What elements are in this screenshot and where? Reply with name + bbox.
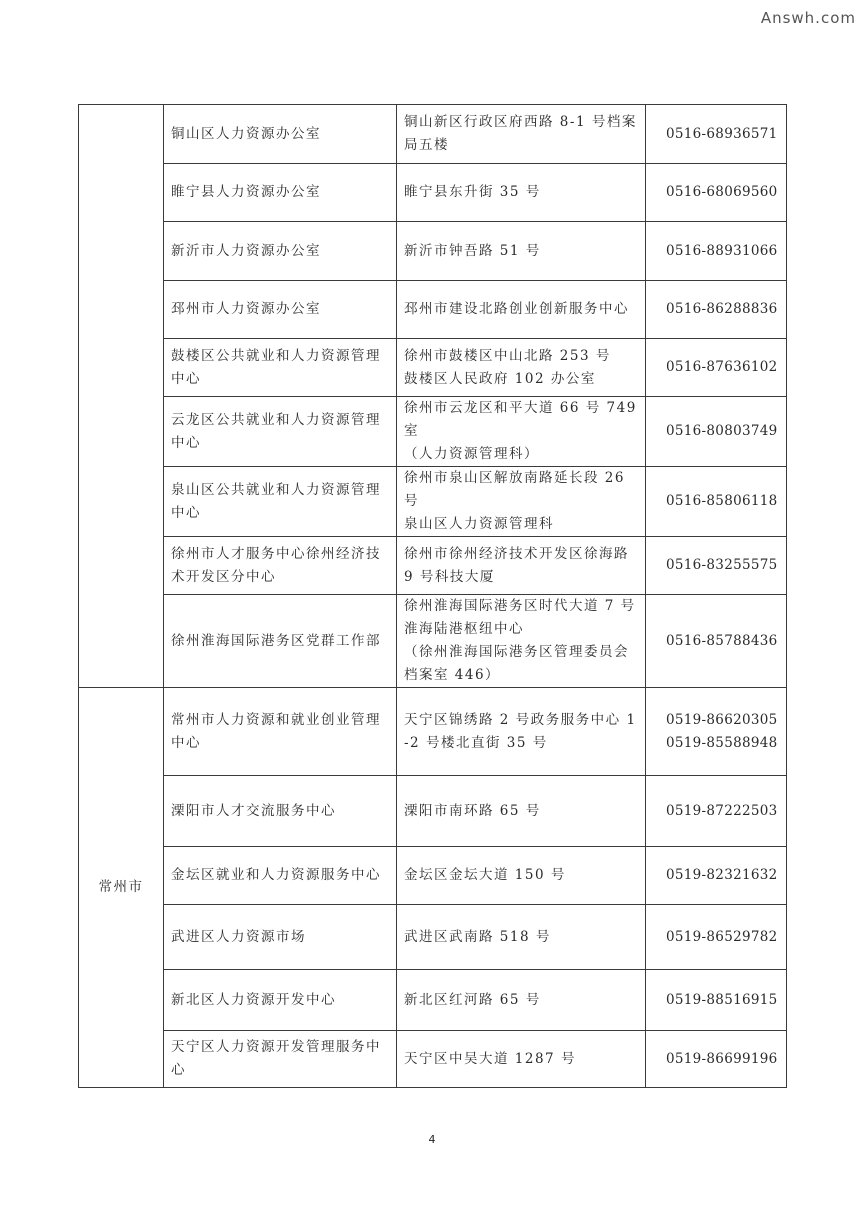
address-cell [397,847,646,905]
table-row [79,688,787,776]
organization-cell: 徐州市人才服务中心徐州经济技术开发区分中心 [164,537,397,595]
table-row [79,281,787,339]
table-row [79,339,787,397]
address-line: 徐州淮海国际港务区时代大道 7 号 [404,598,636,614]
table-row [79,222,787,281]
table-row [79,970,787,1031]
address-cell [397,537,646,595]
phone-cell [646,847,787,905]
address-line: 徐州市鼓楼区中山北路 253 号 [404,347,611,364]
phone-cell [646,105,787,164]
agency-contact-table [78,104,787,1088]
address-line: 武进区武南路 518 号 [404,928,551,945]
phone-number: 0519-86699196 [666,1050,778,1067]
address-cell [397,467,646,537]
address-line: 天宁区锦绣路 2 号政务服务中心 1-2 号楼北直街 35 号 [404,711,637,751]
phone-cell [646,281,787,339]
phone-number: 0516-83255575 [666,557,778,573]
table-row [79,847,787,905]
address-line: 铜山新区行政区府西路 8-1 号档案局五楼 [404,114,637,153]
phone-cell [646,467,787,537]
phone-cell [646,776,787,847]
phone-number: 0519-85588948 [666,734,778,751]
phone-cell [646,537,787,595]
phone-number: 0519-87222503 [666,802,778,819]
table-row [79,537,787,595]
table-row [79,105,787,164]
phone-cell [646,397,787,467]
phone-number: 0519-86529782 [666,928,778,945]
address-line: 邳州市建设北路创业创新服务中心 [404,301,629,317]
phone-number: 0516-86288836 [666,301,778,317]
address-line: 天宁区中吴大道 1287 号 [404,1050,576,1067]
organization-cell: 武进区人力资源市场 [164,905,397,970]
phone-number: 0516-80803749 [666,423,778,439]
address-line: （徐州淮海国际港务区管理委员会档案室 446） [404,644,629,683]
phone-cell [646,1031,787,1088]
address-cell [397,970,646,1031]
address-line: （人力资源管理科） [404,446,539,462]
address-line: 徐州市泉山区解放南路延长段 26 号 [404,470,625,509]
phone-number: 0516-88931066 [666,242,778,259]
table-row [79,776,787,847]
page-number: 4 [428,1133,436,1146]
table-row [79,595,787,688]
phone-cell [646,222,787,281]
organization-cell: 云龙区公共就业和人力资源管理中心 [164,397,397,467]
address-line: 徐州市云龙区和平大道 66 号 749 室 [404,400,637,439]
address-cell [397,339,646,397]
address-line: 鼓楼区人民政府 102 办公室 [404,370,596,387]
organization-cell: 金坛区就业和人力资源服务中心 [164,847,397,905]
phone-cell [646,164,787,222]
organization-cell: 新北区人力资源开发中心 [164,970,397,1031]
address-line: 泉山区人力资源管理科 [404,516,554,532]
address-cell [397,595,646,688]
city-cell: 常州市 [79,688,164,1088]
address-cell [397,281,646,339]
address-line: 淮海陆港枢纽中心 [404,621,524,637]
phone-number: 0516-68069560 [666,184,778,200]
address-line: 新沂市钟吾路 51 号 [404,242,541,259]
address-line: 溧阳市南环路 65 号 [404,802,541,819]
organization-cell: 常州市人力资源和就业创业管理中心 [164,688,397,776]
address-cell [397,105,646,164]
organization-cell: 天宁区人力资源开发管理服务中心 [164,1031,397,1088]
address-cell [397,905,646,970]
table-row [79,905,787,970]
organization-cell: 铜山区人力资源办公室 [164,105,397,164]
phone-cell [646,595,787,688]
address-line: 徐州市徐州经济技术开发区徐海路 9 号科技大厦 [404,545,629,585]
address-cell [397,164,646,222]
phone-number: 0516-85788436 [666,632,778,649]
phone-number: 0516-87636102 [666,359,778,375]
phone-number: 0516-68936571 [666,125,778,142]
phone-number: 0519-86620305 [666,711,778,728]
address-line: 睢宁县东升街 35 号 [404,184,541,200]
address-cell [397,1031,646,1088]
address-line: 新北区红河路 65 号 [404,991,541,1008]
organization-cell: 徐州淮海国际港务区党群工作部 [164,595,397,688]
phone-number: 0516-85806118 [666,493,778,509]
city-cell [79,105,164,688]
organization-cell: 溧阳市人才交流服务中心 [164,776,397,847]
organization-cell: 鼓楼区公共就业和人力资源管理中心 [164,339,397,397]
address-cell [397,222,646,281]
site-watermark: Answh.com [760,9,856,27]
organization-cell: 新沂市人力资源办公室 [164,222,397,281]
phone-cell [646,688,787,776]
address-cell [397,397,646,467]
organization-cell: 泉山区公共就业和人力资源管理中心 [164,467,397,537]
table-row [79,164,787,222]
table-row [79,1031,787,1088]
table-row [79,467,787,537]
phone-cell [646,905,787,970]
phone-cell [646,339,787,397]
address-cell [397,688,646,776]
organization-cell: 邳州市人力资源办公室 [164,281,397,339]
phone-number: 0519-82321632 [666,867,778,883]
address-line: 金坛区金坛大道 150 号 [404,867,566,883]
organization-cell: 睢宁县人力资源办公室 [164,164,397,222]
table-row [79,397,787,467]
address-cell [397,776,646,847]
phone-number: 0519-88516915 [666,991,778,1008]
phone-cell [646,970,787,1031]
